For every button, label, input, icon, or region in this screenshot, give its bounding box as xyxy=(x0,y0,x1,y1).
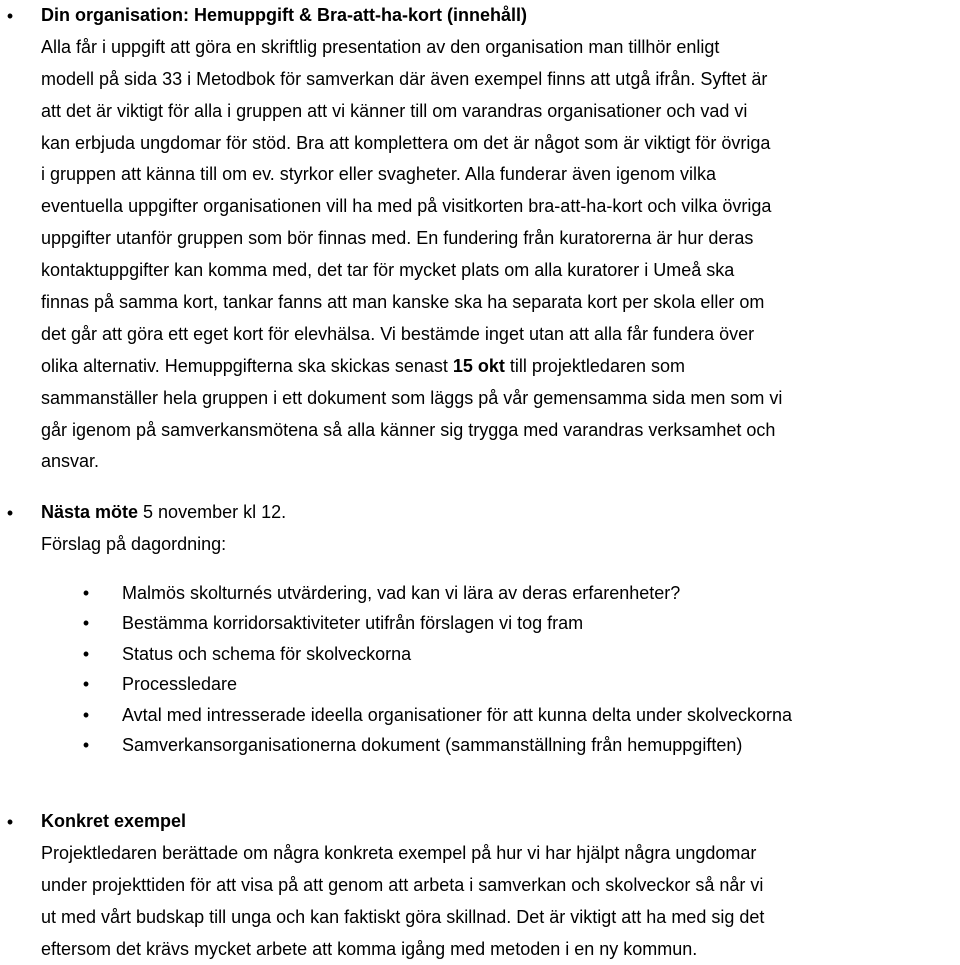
bullet-icon: • xyxy=(82,704,90,725)
paragraph-line: eftersom det krävs mycket arbete att komma igång med metoden i en ny kommun. xyxy=(41,938,698,959)
paragraph-line: uppgifter utanför gruppen som bör finnas med. En fundering från kuratorerna är hur deras xyxy=(41,228,754,249)
deadline-text-before: olika alternativ. Hemuppgifterna ska skickas senast xyxy=(41,355,453,376)
bullet-icon: • xyxy=(82,735,90,755)
bullet-icon: • xyxy=(82,674,90,695)
list-item xyxy=(0,730,960,760)
section-body xyxy=(41,806,960,965)
paragraph-line: under projekttiden för att visa på att genom att arbeta i samverkan och skolveckor så når vi xyxy=(41,874,764,895)
paragraph-line: i gruppen att känna till om ev. styrkor eller svagheter. Alla funderar även igenom vilka xyxy=(41,164,717,185)
bullet-icon: • xyxy=(82,613,90,634)
meeting-label: Nästa möte xyxy=(41,502,139,522)
paragraph-line: går igenom på samverkansmötena så alla känner sig trygga med varandras verksamhet och xyxy=(41,419,776,440)
meeting-date: 5 november kl 12. xyxy=(138,502,287,522)
agenda-item-label: Malmös skolturnés utvärdering, vad kan vi lära av deras erfarenheter? xyxy=(122,583,681,603)
paragraph-line: kan erbjuda ungdomar för stöd. Bra att komplettera om det är något som är viktigt för övriga xyxy=(41,132,771,153)
agenda-item-label: Avtal med intresserade ideella organisationer för att kunna delta under skolveckorna xyxy=(122,704,793,725)
paragraph-line: sammanställer hela gruppen i ett dokument som läggs på vår gemensamma sida men som vi xyxy=(41,387,783,408)
paragraph-line-deadline xyxy=(41,351,960,383)
paragraph-line: ansvar. xyxy=(41,451,100,472)
section-body xyxy=(41,497,960,561)
agenda-item-label: Processledare xyxy=(122,674,238,695)
agenda-item-label: Samverkansorganisationerna dokument (sammanställning från hemuppgiften) xyxy=(122,735,743,755)
paragraph-line: kontaktuppgifter kan komma med, det tar för mycket plats om alla kuratorer i Umeå ska xyxy=(41,260,735,281)
paragraph-line: modell på sida 33 i Metodbok för samverkan där även exempel finns att utgå ifrån. Syftet är xyxy=(41,68,768,89)
paragraph-line: det går att göra ett eget kort för elevhälsa. Vi bestämde inget utan att alla får fundera över xyxy=(41,323,755,344)
paragraph-line: ut med vårt budskap till unga och kan faktiskt göra skillnad. Det är viktigt att ha med sig det xyxy=(41,906,765,927)
deadline-date: 15 okt xyxy=(452,355,505,376)
section-title xyxy=(41,497,960,529)
agenda-item-label: Bestämma korridorsaktiviteter utifrån förslagen vi tog fram xyxy=(122,613,584,634)
bullet-icon: • xyxy=(6,503,14,523)
agenda-item-label: Status och schema för skolveckorna xyxy=(122,643,412,664)
section-title: Konkret exempel xyxy=(41,811,187,831)
list-item xyxy=(0,700,960,730)
paragraph-line: att det är viktigt för alla i gruppen att vi känner till om varandras organisationer och vad vi xyxy=(41,100,748,121)
list-item xyxy=(0,578,960,608)
agenda-heading: Förslag på dagordning: xyxy=(41,533,227,554)
list-item xyxy=(0,608,960,638)
section-body xyxy=(41,0,960,478)
bullet-icon: • xyxy=(82,643,90,664)
paragraph-line: Alla får i uppgift att göra en skriftlig presentation av den organisation man tillhör enligt xyxy=(41,36,720,57)
bullet-icon: • xyxy=(6,812,14,832)
bullet-icon: • xyxy=(82,583,90,603)
paragraph-line: finnas på samma kort, tankar fanns att man kanske ska ha separata kort per skola eller om xyxy=(41,292,765,313)
deadline-text-after: till projektledaren som xyxy=(504,355,685,376)
list-item xyxy=(0,639,960,669)
bullet-icon: • xyxy=(6,6,14,26)
paragraph-line: eventuella uppgifter organisationen vill ha med på visitkorten bra-att-ha-kort och vilka övriga xyxy=(41,196,772,217)
list-item xyxy=(0,669,960,699)
paragraph-line: Projektledaren berättade om några konkreta exempel på hur vi har hjälpt några ungdomar xyxy=(41,842,757,863)
section-title: Din organisation: Hemuppgift & Bra-att-ha-kort (innehåll) xyxy=(41,5,527,25)
